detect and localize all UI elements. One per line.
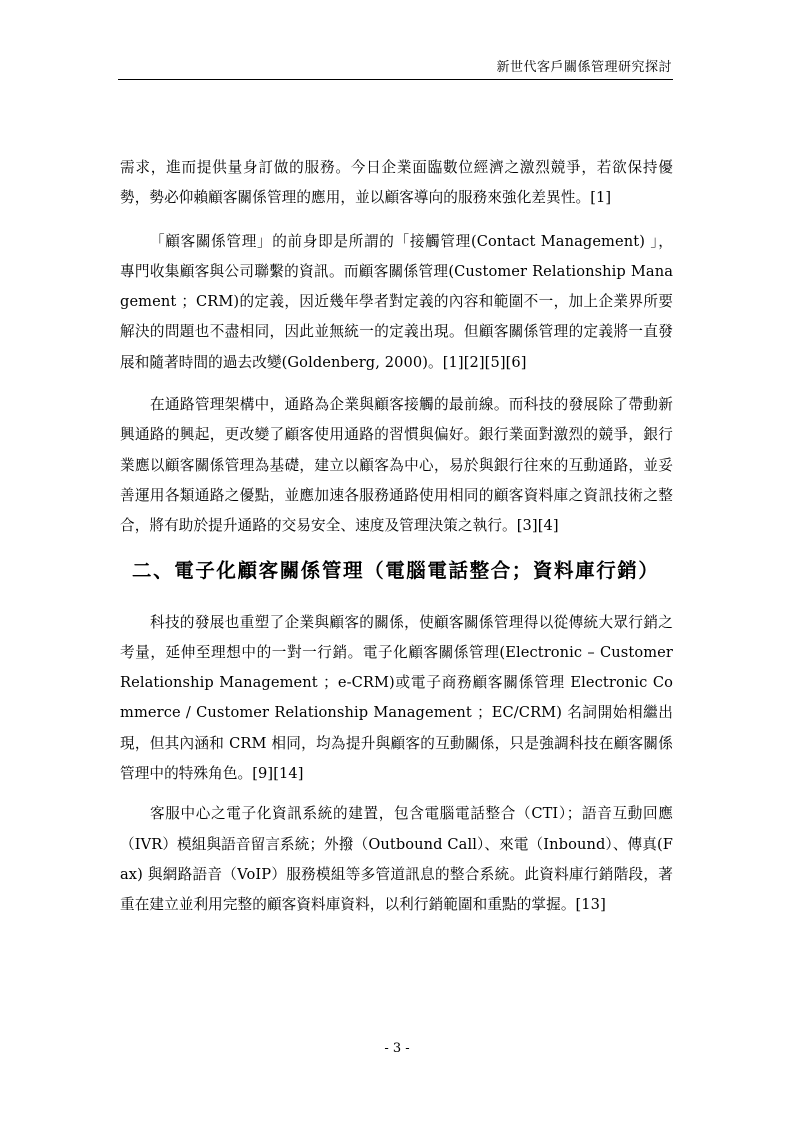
paragraph-call-center: 客服中心之電子化資訊系統的建置，包含電腦電話整合（CTI）；語音互動回應（IVR）模組與語音留言系統；外撥（Outbound Call）、來電（Inbound）、傳真(Fax) 與網路語音（VoIP）服務模組等多管道訊息的整合系統。此資料庫行銷階段，著重在建立並利用完整的顧客資料庫資料，以利行銷範圍和重點的掌握。[13] bbox=[120, 805, 673, 914]
header-rule bbox=[118, 79, 673, 80]
paragraph-crm-definition: 「顧客關係管理」的前身即是所謂的「接觸管理(Contact Management) 」，專門收集顧客與公司聯繫的資訊。而顧客關係管理(Customer Relationship Management ；CRM)的定義，因近幾年學者對定義的內容和範圍不一，加上企業界所要解決的問題也不盡相同，因此並無統一的定義出現。但顧客關係管理的定義將一直發展和隨著時間的過去改變(Goldenberg, 2000)。[1][2][5][6] bbox=[120, 232, 673, 371]
running-header: 新世代客戶關係管理研究探討 bbox=[496, 60, 672, 75]
paragraph-channel-management: 在通路管理架構中，通路為企業與顧客接觸的最前線。而科技的發展除了帶動新興通路的興起，更改變了顧客使用通路的習慣與偏好。銀行業面對激烈的競爭，銀行業應以顧客關係管理為基礎，建立以顧客為中心，易於與銀行往來的互動通路，並妥善運用各類通路之優點，並應加速各服務通路使用相同的顧客資料庫之資訊技術之整合，將有助於提升通路的交易安全、速度及管理決策之執行。[3][4] bbox=[120, 396, 673, 535]
paragraph-continued: 需求，進而提供量身訂做的服務。今日企業面臨數位經濟之激烈競爭，若欲保持優勢，勢必仰賴顧客關係管理的應用，並以顧客導向的服務來強化差異性。[1] bbox=[120, 159, 673, 207]
page-number: - 3 - bbox=[384, 1041, 410, 1056]
section-heading: 二、電子化顧客關係管理（電腦電話整合；資料庫行銷） bbox=[132, 558, 660, 582]
paragraph-ecrm: 科技的發展也重塑了企業與顧客的關係，使顧客關係管理得以從傳統大眾行銷之考量，延伸至理想中的一對一行銷。電子化顧客關係管理(Electronic – Customer Relationship Management ；e-CRM)或電子商務顧客關係管理 Electronic Commerce / Customer Relationship Management ；EC/CRM) 名詞開始相繼出現，但其內涵和 CRM 相同，均為提升與顧客的互動關係，只是強調科技在顧客關係管理中的特殊角色。[9][14] bbox=[120, 613, 673, 783]
body-text bbox=[120, 153, 673, 931]
